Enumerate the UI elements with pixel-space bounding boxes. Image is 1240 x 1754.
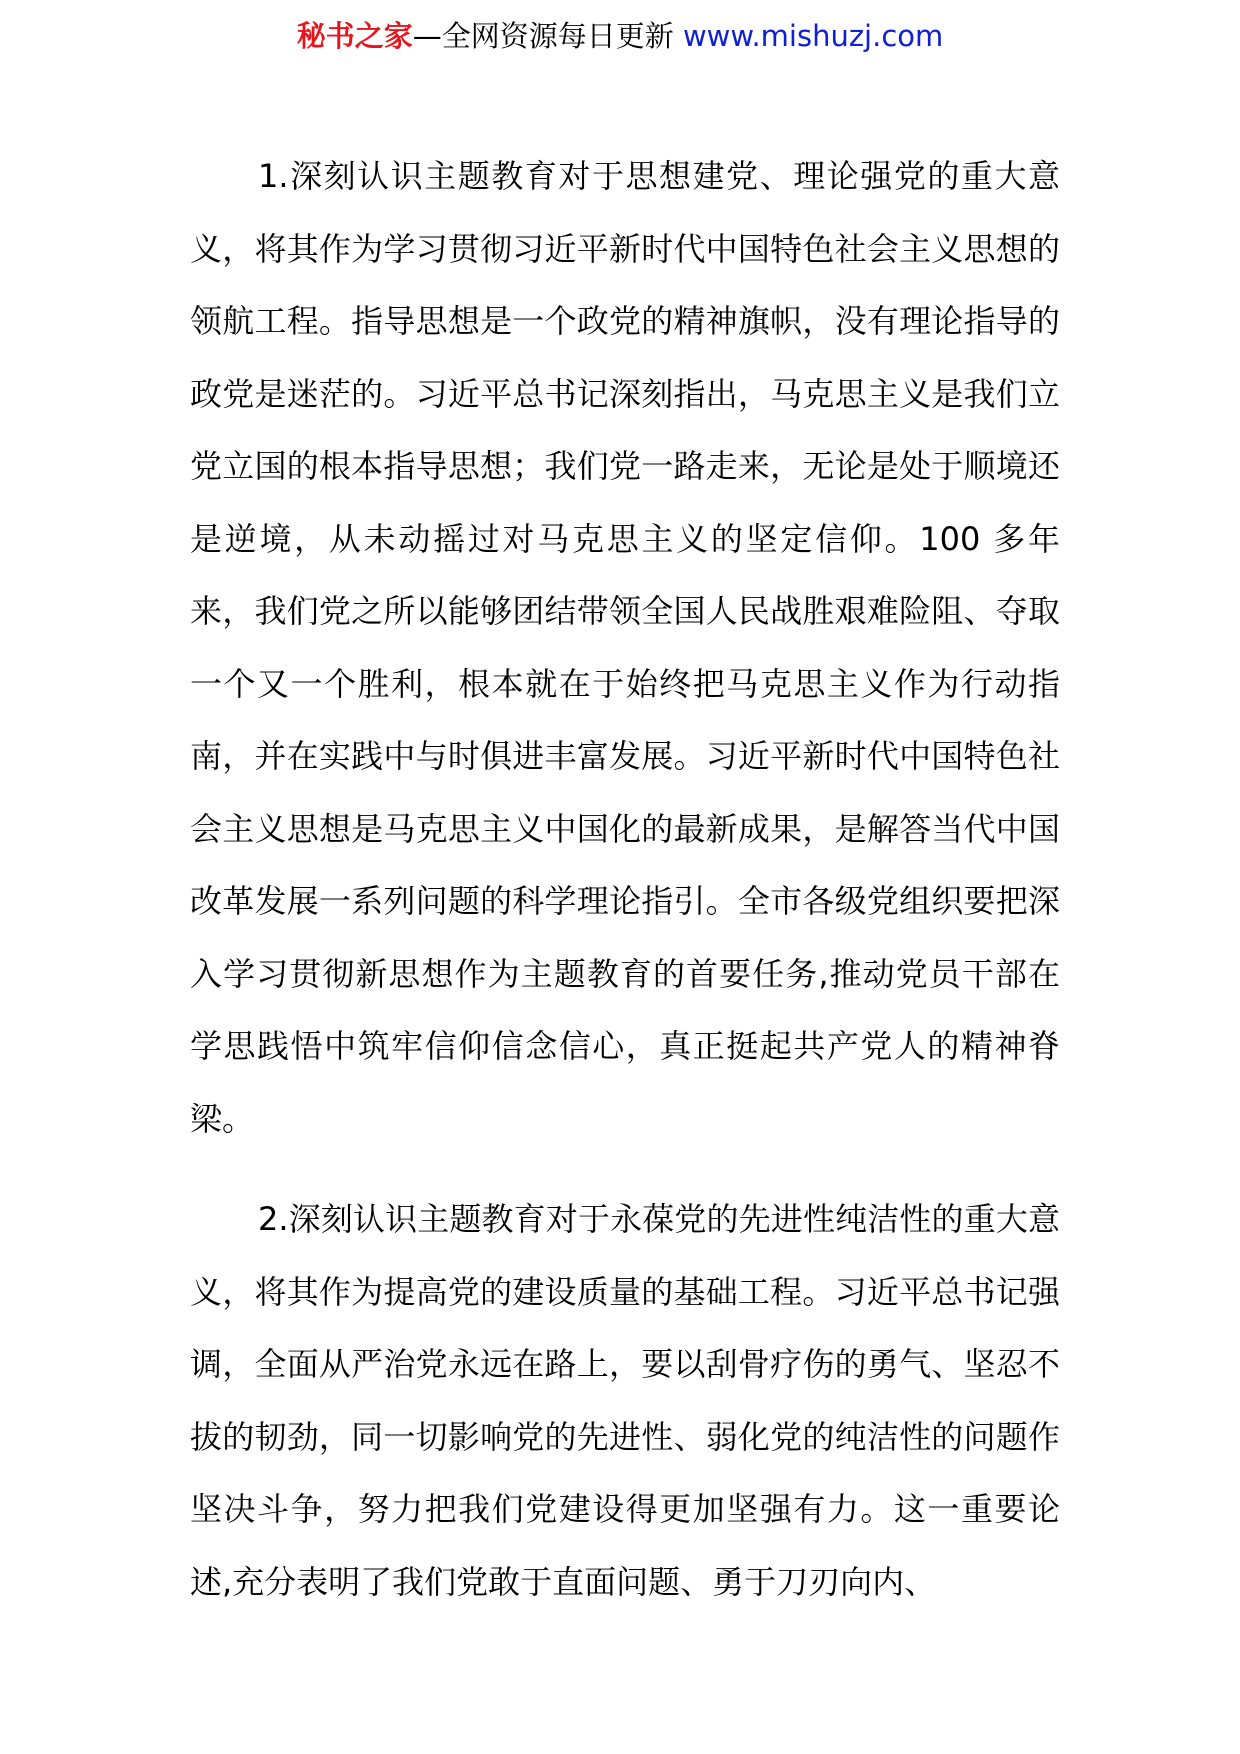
paragraph-1: 1.深刻认识主题教育对于思想建党、理论强党的重大意义，将其作为学习贯彻习近平新时代中国特色社会主义思想的领航工程。指导思想是一个政党的精神旗帜，没有理论指导的政党是迷茫的。习近平总书记深刻指出，马克思主义是我们立党立国的根本指导思想；我们党一路走来，无论是处于顺境还是逆境，从未动摇过对马克思主义的坚定信仰。100 多年来，我们党之所以能够团结带领全国人民战胜艰难险阻、夺取一个又一个胜利，根本就在于始终把马克思主义作为行动指南，并在实践中与时俱进丰富发展。习近平新时代中国特色社会主义思想是马克思主义中国化的最新成果，是解答当代中国改革发展一系列问题的科学理论指引。全市各级党组织要把深入学习贯彻新思想作为主题教育的首要任务,推动党员干部在学思践悟中筑牢信仰信念信心，真正挺起共产党人的精神脊梁。	[190, 157, 1060, 1138]
document-body	[190, 140, 1060, 1618]
site-url-link[interactable]: www.mishuzj.com	[682, 19, 944, 53]
paragraph-2: 2.深刻认识主题教育对于永葆党的先进性纯洁性的重大意义，将其作为提高党的建设质量的基础工程。习近平总书记强调，全面从严治党永远在路上，要以刮骨疗伤的勇气、坚忍不拔的韧劲，同一切影响党的先进性、弱化党的纯洁性的问题作坚决斗争，努力把我们党建设得更加坚强有力。这一重要论述,充分表明了我们党敢于直面问题、勇于刀刃向内、	[190, 1200, 1060, 1601]
site-brand: 秘书之家	[296, 19, 413, 53]
site-tagline: —全网资源每日更新	[412, 19, 674, 53]
page-header	[0, 12, 1240, 60]
